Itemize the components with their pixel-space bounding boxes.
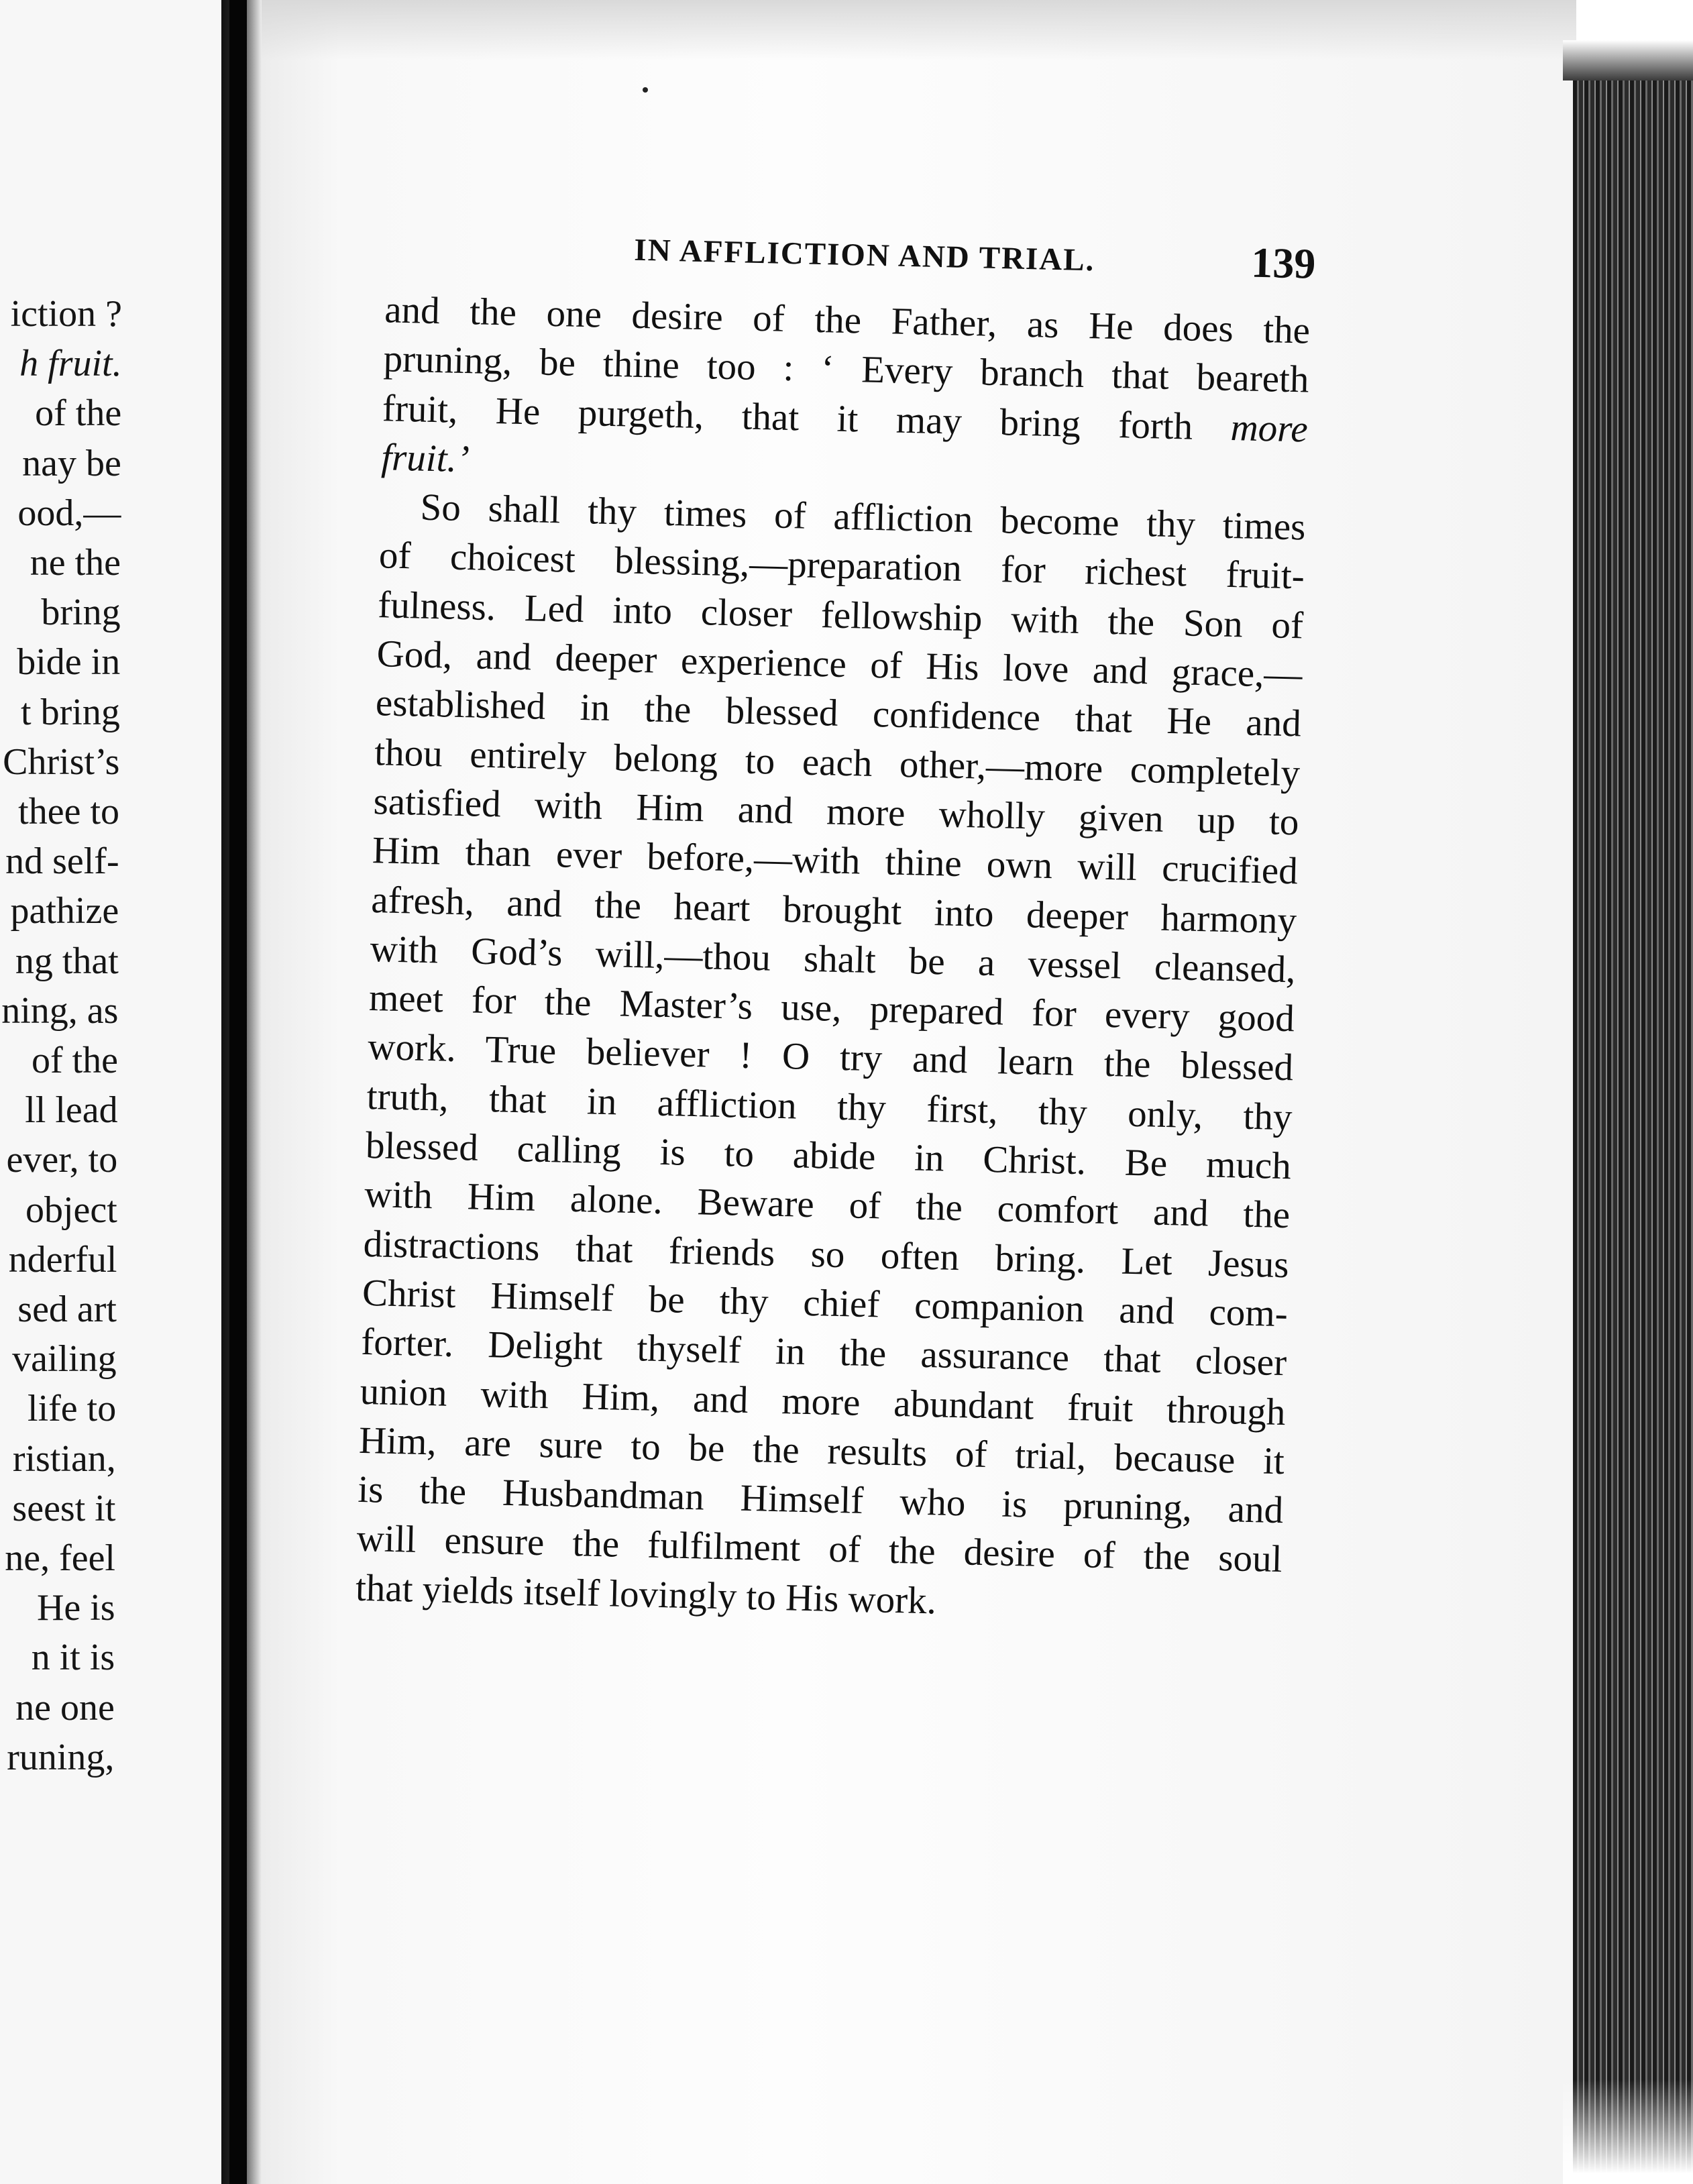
text-line: established in the blessed confidence that He and xyxy=(375,681,1302,745)
left-page-line-fragment: He is xyxy=(36,1587,115,1629)
text-line: Christ Himself be thy chief companion and com- xyxy=(362,1271,1289,1335)
text-line: of choicest blessing,—preparation for richest fruit- xyxy=(378,534,1305,598)
left-page-line-fragment: ood,— xyxy=(17,492,121,534)
left-page-line-fragment: bring xyxy=(41,592,121,634)
running-head: IN AFFLICTION AND TRIAL. xyxy=(633,232,1095,278)
text-line: Him, are sure to be the results of trial, because it xyxy=(358,1419,1285,1482)
left-page-line-fragment: Christ’s xyxy=(3,741,120,783)
text-line: truth, that in affliction thy first, thy only, thy xyxy=(366,1075,1293,1139)
left-page-line-fragment: ne one xyxy=(15,1686,115,1729)
left-page-line-fragment: nderful xyxy=(8,1238,117,1280)
left-page-line-fragment: ristian, xyxy=(12,1437,116,1480)
text-line: God, and deeper experience of His love and grace,— xyxy=(376,633,1303,696)
text-line: pruning, be thine too : ‘ Every branch that beareth xyxy=(383,337,1310,401)
page-edges-bottom xyxy=(1563,2079,1693,2184)
left-page-line-fragment: ng that xyxy=(15,940,119,982)
left-page-line-fragment: sed art xyxy=(17,1289,117,1330)
left-page-line-fragment: life to xyxy=(28,1388,117,1430)
left-page-line-fragment: ever, to xyxy=(6,1139,118,1181)
left-page-line-fragment: seest it xyxy=(12,1487,116,1529)
text-line: will ensure the fulfilment of the desire of the soul xyxy=(356,1517,1283,1581)
left-page-line-fragment: nay be xyxy=(22,442,121,484)
left-page-line-fragment: ll lead xyxy=(25,1089,118,1132)
left-page-line-fragment: vailing xyxy=(12,1338,117,1380)
text-line: fulness. Led into closer fellowship with the Son of xyxy=(377,583,1304,647)
paragraph-start-line: So shall thy times of affliction become thy times xyxy=(420,486,1307,549)
left-page-line-fragment: t bring xyxy=(21,691,120,733)
left-page-line-fragment: iction ? xyxy=(10,293,122,335)
left-page-line-fragment: runing, xyxy=(7,1736,115,1778)
left-page-line-fragment: object xyxy=(25,1189,117,1231)
left-page-line-fragment: thee to xyxy=(18,791,119,832)
text-line: Him than ever before,—with thine own will crucified xyxy=(372,829,1299,893)
left-page-line-fragment: ning, as xyxy=(1,989,119,1032)
text-line: with Him alone. Beware of the comfort and the xyxy=(364,1173,1291,1237)
text-line-part: fruit, He purgeth, that it may bring forth xyxy=(382,386,1193,448)
page-number: 139 xyxy=(1250,238,1317,288)
page-edges-stack xyxy=(1573,64,1693,2184)
text-line: that yields itself lovingly to His work. xyxy=(355,1566,937,1623)
text-line: meet for the Master’s use, prepared for every good xyxy=(368,977,1295,1040)
left-page-line-fragment: nd self- xyxy=(5,840,119,883)
text-line: distractions that friends so often bring. Let Jesus xyxy=(363,1222,1290,1286)
text-line: with God’s will,—thou shalt be a vessel cleansed, xyxy=(370,927,1297,991)
text-line: thou entirely belong to each other,—more completely xyxy=(374,730,1301,795)
left-page-line-fragment: ne, feel xyxy=(5,1537,115,1579)
text-line: union with Him, and more abundant fruit through xyxy=(360,1370,1287,1433)
page-edges-top xyxy=(1563,40,1693,80)
left-page-line-fragment: bide in xyxy=(17,641,121,684)
text-line: and the one desire of the Father, as He does the xyxy=(384,288,1311,352)
left-page-line-fragment: n it is xyxy=(31,1637,115,1679)
left-page-line-fragment: ne the xyxy=(30,542,121,584)
text-line: satisfied with Him and more wholly given up to xyxy=(373,780,1300,844)
left-page-line-fragment: of the xyxy=(31,1040,118,1081)
text-line: afresh, and the heart brought into deeper harmony xyxy=(370,878,1297,942)
text-line: work. True believer ! O try and learn the blessed xyxy=(367,1026,1294,1089)
left-page-line-fragment: pathize xyxy=(10,890,119,932)
left-page-line-fragment: of the xyxy=(35,392,122,435)
body-text xyxy=(355,285,1311,1633)
italic-word: fruit.’ xyxy=(380,436,470,481)
left-page-line-fragment: h fruit. xyxy=(19,343,122,385)
text-line: forter. Delight thyself in the assurance that closer xyxy=(360,1321,1287,1384)
italic-word: more xyxy=(1230,406,1309,451)
text-line: is the Husbandman Himself who is pruning, and xyxy=(357,1468,1284,1532)
text-line: blessed calling is to abide in Christ. Be much xyxy=(365,1124,1292,1188)
